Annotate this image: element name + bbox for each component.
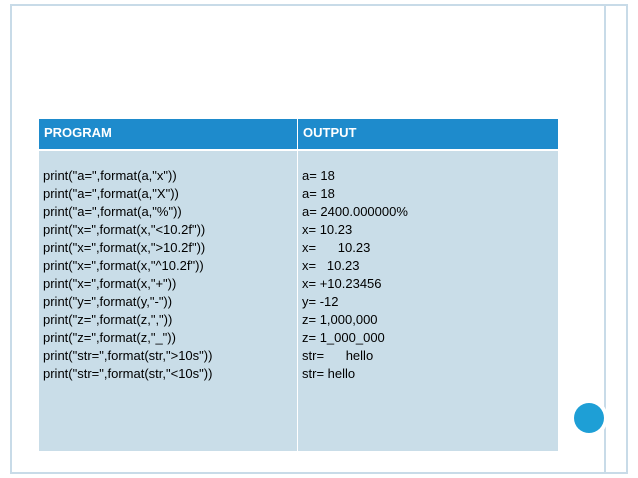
output-line: x= +10.23456 xyxy=(302,276,382,291)
program-line: print("z=",format(z,"_")) xyxy=(43,330,176,345)
program-line: print("a=",format(a,"X")) xyxy=(43,186,179,201)
output-line: str= hello xyxy=(302,348,374,363)
program-line: print("a=",format(a,"x")) xyxy=(43,168,177,183)
program-line: print("str=",format(str,">10s")) xyxy=(43,348,213,363)
program-output-table xyxy=(38,118,557,450)
output-line: x= 10.23 xyxy=(302,240,371,255)
program-line: print("x=",format(x,"^10.2f")) xyxy=(43,258,204,273)
program-line: print("x=",format(x,">10.2f")) xyxy=(43,240,206,255)
program-line: print("y=",format(y,"-")) xyxy=(43,294,173,309)
program-line: print("a=",format(a,"%")) xyxy=(43,204,182,219)
program-line: print("str=",format(str,"<10s")) xyxy=(43,366,213,381)
header-output: OUTPUT xyxy=(298,119,558,149)
program-line: print("z=",format(z,",")) xyxy=(43,312,173,327)
output-line: a= 2400.000000% xyxy=(302,204,408,219)
output-line: x= 10.23 xyxy=(302,258,360,273)
output-line: x= 10.23 xyxy=(302,222,353,237)
output-cell xyxy=(298,149,558,451)
output-line: z= 1,000,000 xyxy=(302,312,378,327)
program-line: print("x=",format(x,"+")) xyxy=(43,276,177,291)
output-line: a= 18 xyxy=(302,168,335,183)
header-program: PROGRAM xyxy=(39,119,298,149)
program-cell xyxy=(39,149,298,451)
frame-right-rule xyxy=(604,4,606,474)
output-line: str= hello xyxy=(302,366,356,381)
output-line: a= 18 xyxy=(302,186,335,201)
program-line: print("x=",format(x,"<10.2f")) xyxy=(43,222,206,237)
output-line: y= -12 xyxy=(302,294,339,309)
output-line: z= 1_000_000 xyxy=(302,330,385,345)
accent-dot xyxy=(574,403,604,433)
